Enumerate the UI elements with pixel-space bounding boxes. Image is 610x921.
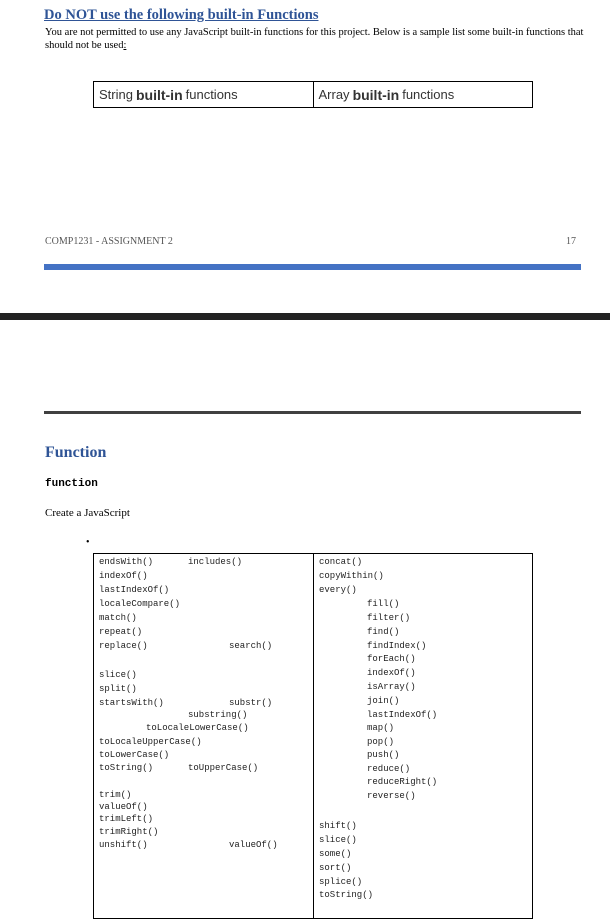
string-fn-item: endsWith() [99, 557, 154, 567]
array-fn-item: reduce() [367, 764, 411, 774]
string-header-bold: built-in [135, 86, 183, 103]
array-fn-item: reverse() [367, 791, 416, 801]
array-fn-item: forEach() [367, 654, 416, 664]
array-fn-item: map() [367, 723, 395, 733]
array-fn-item: join() [367, 696, 400, 706]
intro-text: You are not permitted to use any JavaScript built-in functions for this project. Below is a sample list some built-in functions that should not be used [45, 27, 584, 51]
string-header-suffix: functions [185, 87, 238, 102]
array-fn-item: indexOf() [367, 668, 416, 678]
string-fn-item: toLocaleUpperCase() [99, 737, 202, 747]
array-fn-item: toString() [319, 890, 374, 900]
array-fn-item: splice() [319, 877, 363, 887]
string-fn-item: includes() [188, 557, 243, 567]
array-fn-item: fill() [367, 599, 400, 609]
string-fn-item: search() [229, 641, 273, 651]
functions-header-table [93, 81, 533, 108]
bullet-point: • [86, 537, 90, 548]
string-fn-item: valueOf() [99, 802, 148, 812]
string-fn-item: replace() [99, 641, 148, 651]
array-fn-item: sort() [319, 863, 352, 873]
array-fn-item: copyWithin() [319, 571, 384, 581]
array-functions-header [313, 82, 533, 107]
string-fn-item: split() [99, 684, 137, 694]
string-fn-item: indexOf() [99, 571, 148, 581]
intro-paragraph [45, 26, 585, 52]
page-break [0, 313, 610, 320]
string-fn-item: match() [99, 613, 137, 623]
string-header-prefix: String [99, 87, 133, 102]
function-code-word: function [45, 478, 98, 490]
string-fn-item: trimLeft() [99, 814, 154, 824]
array-fn-item: reduceRight() [367, 777, 438, 787]
array-fn-item: concat() [319, 557, 363, 567]
string-fn-item: substring() [188, 710, 248, 720]
array-fn-item: isArray() [367, 682, 416, 692]
functions-list-divider [313, 553, 314, 918]
string-fn-item: trim() [99, 790, 132, 800]
string-fn-item: toUpperCase() [188, 763, 259, 773]
function-body-text: Create a JavaScript [45, 507, 130, 519]
string-fn-item: substr() [229, 698, 273, 708]
page-number: 17 [566, 236, 576, 247]
header-rule [44, 411, 581, 414]
array-fn-item: slice() [319, 835, 357, 845]
array-fn-item: filter() [367, 613, 411, 623]
footer-accent-bar [44, 264, 581, 270]
string-fn-item: toLowerCase() [99, 750, 170, 760]
string-functions-header [94, 82, 313, 107]
section-heading: Do NOT use the following built-in Functions [44, 7, 319, 23]
array-fn-item: every() [319, 585, 357, 595]
intro-colon: : [123, 40, 127, 51]
array-header-bold: built-in [352, 86, 400, 103]
string-fn-item: unshift() [99, 840, 148, 850]
array-header-suffix: functions [402, 87, 455, 102]
string-fn-item: repeat() [99, 627, 143, 637]
string-fn-item: startsWith() [99, 698, 164, 708]
array-fn-item: push() [367, 750, 400, 760]
function-section-title: Function [45, 444, 107, 461]
string-fn-item: toLocaleLowerCase() [146, 723, 249, 733]
array-header-prefix: Array [318, 87, 350, 102]
string-fn-item: localeCompare() [99, 599, 181, 609]
array-fn-item: some() [319, 849, 352, 859]
array-fn-item: lastIndexOf() [367, 710, 438, 720]
array-fn-item: findIndex() [367, 641, 427, 651]
string-fn-item: trimRight() [99, 827, 159, 837]
array-fn-item: shift() [319, 821, 357, 831]
array-fn-item: pop() [367, 737, 395, 747]
string-fn-item: slice() [99, 670, 137, 680]
string-fn-item: lastIndexOf() [99, 585, 170, 595]
string-fn-item: valueOf() [229, 840, 278, 850]
page-footer-title: COMP1231 - ASSIGNMENT 2 [45, 236, 173, 247]
string-fn-item: toString() [99, 763, 154, 773]
array-fn-item: find() [367, 627, 400, 637]
